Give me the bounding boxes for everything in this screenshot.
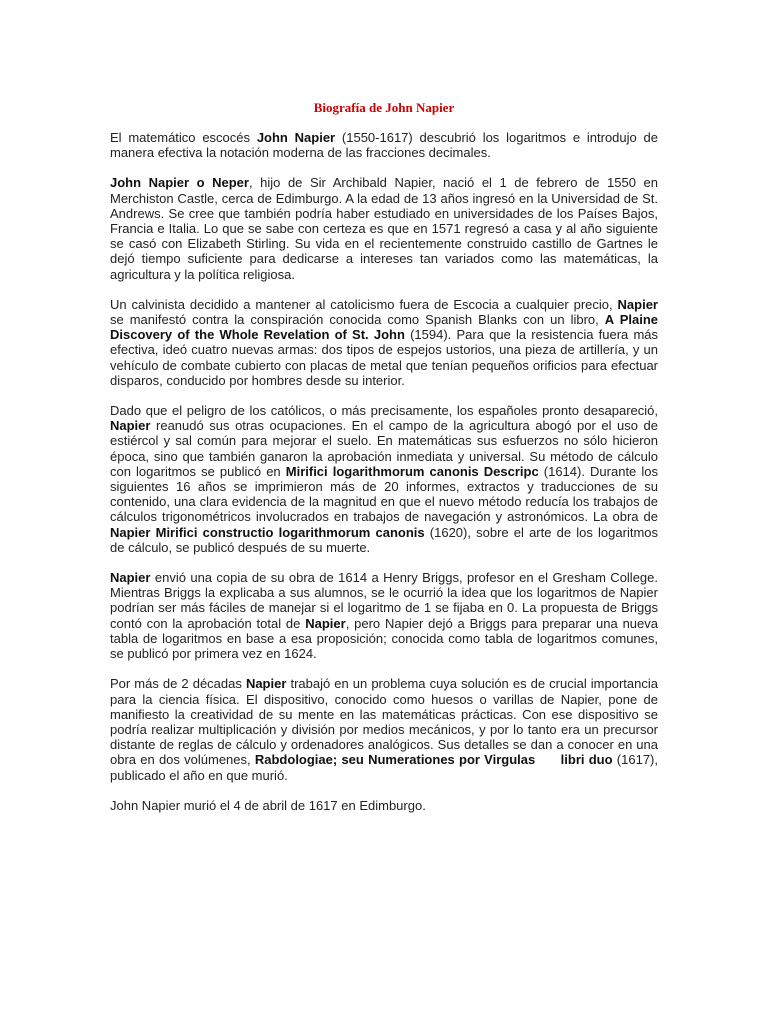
paragraph-briggs [110,570,658,661]
text: (1614). Durante los siguientes 16 años se imprimieron más de 20 informes, extractos y traducciones de su contenido, una clara evidencia de la magnitud en que el nuevo método reducía los trabajos de cálculos trigonométricos involucrados en trabajos de navegación y astronómicos. La obra de [110,463,658,525]
bold-text: Rabdologiae; seu Numerationes por Virgulas libri duo [254,752,613,768]
paragraph-calvinist [110,297,658,388]
text: envió una copia de su obra de 1614 a Henry Briggs, profesor en el Gresham College. Mientras Briggs la explicaba a sus alumnos, se le ocurrió la idea que los logaritmos de Napier podrían ser más fáciles de manejar si el logaritmo de 1 se fijaba en 0. La propuesta de Briggs contó con la aprobación total de [110,570,658,631]
paragraph-napier-bones [110,676,658,782]
text: John Napier murió el 4 de abril de 1617 en Edimburgo. [110,797,426,813]
text: trabajó en un problema cuya solución es de crucial importancia para la ciencia física. El dispositivo, conocido como huesos o varillas de Napier, pone de manifiesto la creatividad de su mente en las matemáticas prácticas. Con ese dispositivo se podría realizar multiplicación y división por medios mecánicos, y por lo tanto era un precursor distante de reglas de cálculo y ordenadores analógicos. Sus detalles se dan a conocer en una obra en dos volúmenes, [110,676,658,768]
text: , pero Napier dejó a Briggs para preparar una nueva tabla de logaritmos en base a esa proposición; conocida como tabla de logaritmos comunes, se publicó por primera vez en 1624. [110,615,658,662]
bold-text: John Napier [256,130,336,145]
document-body [110,130,658,828]
text: Dado que el peligro de los católicos, o más precisamente, los españoles pronto desapareció, [110,403,658,419]
paragraph-early-life [110,175,658,281]
text: El matemático escocés [110,130,257,145]
bold-text: Mirifici logarithmorum canonis Descripc [285,463,539,479]
paragraph-logarithms [110,403,658,555]
text: (1594). Para que la resistencia fuera más efectiva, ideó cuatro nuevas armas: dos tipos de espejos ustorios, una pieza de artillería, y un vehículo de combate cubierto con placas de metal que tenían pequeños orificios para efectuar disparos, conducido por hombres desde su interior. [110,327,658,388]
bold-text: Napier [110,418,151,434]
text: reanudó sus otras ocupaciones. En el campo de la agricultura abogó por el uso de estiércol y sal común para mejorar el suelo. En matemáticas sus esfuerzos no sólo hicieron época, sino que también ganaron la aprobación inmediata y universal. Su método de cálculo con logaritmos se publicó en [110,418,658,479]
paragraph-death [110,798,658,813]
bold-text: Napier [245,676,287,692]
text: (1617), publicado el año en que murió. [110,752,658,783]
text: (1550-1617) descubrió los logaritmos e introdujo de manera efectiva la notación moderna de las fracciones decimales. [110,130,658,161]
bold-text: Napier [617,296,658,312]
bold-text: Napier Mirifici constructio logarithmorum canonis [110,524,425,540]
document-title: Biografía de John Napier [313,100,455,115]
bold-text: Napier [305,615,346,631]
bold-text: John Napier o Neper [110,175,249,191]
paragraph-intro [110,130,658,160]
text: se manifestó contra la conspiración conocida como Spanish Blanks con un libro, [110,312,605,328]
text: Un calvinista decidido a mantener al catolicismo fuera de Escocia a cualquier precio, [110,296,618,312]
bold-text: Napier [110,570,151,586]
text: , hijo de Sir Archibald Napier, nació el 1 de febrero de 1550 en Merchiston Castle, cerca de Edimburgo. A la edad de 13 años ingresó en la Universidad de St. Andrews. Se cree que también podría haber estudiado en universidades de los Países Bajos, Francia e Italia. Lo que se sabe con certeza es que en 1571 regresó a casa y al año siguiente se casó con Elizabeth Stirling. Su vida en el recientemente construido castillo de Gartnes le dejó tiempo suficiente para dedicarse a intereses tan variados como las matemáticas, la agricultura y la política religiosa. [110,175,658,282]
text: (1620), sobre el arte de los logaritmos de cálculo, se publicó después de su muerte. [110,524,658,555]
text: Por más de 2 décadas [110,676,246,692]
bold-text: A Plaine Discovery of the Whole Revelation of St. John [110,312,658,343]
